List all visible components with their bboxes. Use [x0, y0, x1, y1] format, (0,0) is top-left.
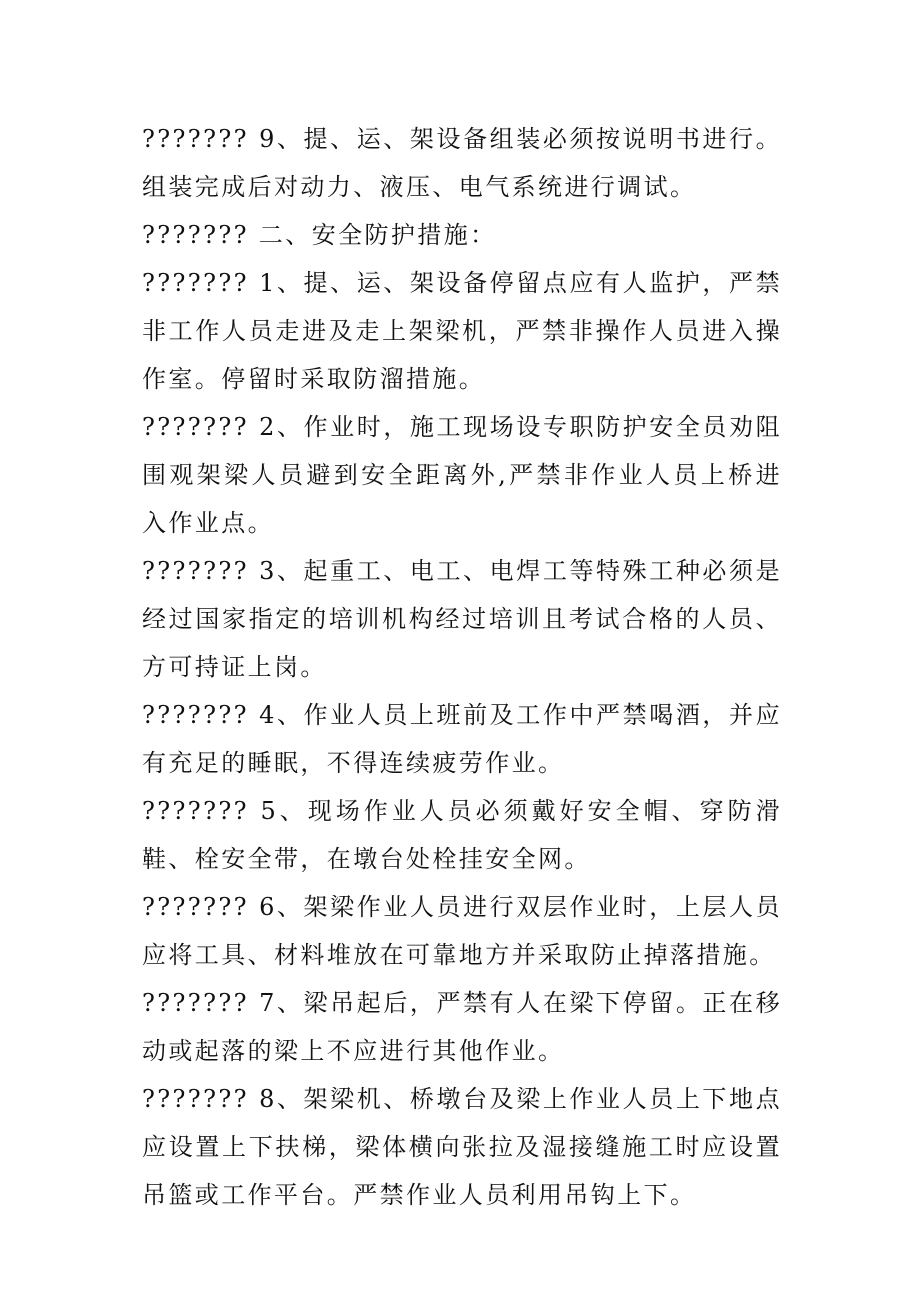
paragraph-item-1: ??????? 1、提、运、架设备停留点应有人监护，严禁非工作人员走进及走上架梁机，严禁非操作人员进入操作室。停留时采取防溜措施。	[142, 269, 782, 393]
paragraph-item-6: ??????? 6、架梁作业人员进行双层作业时，上层人员应将工具、材料堆放在可靠地方并采取防止掉落措施。	[142, 893, 782, 969]
paragraph-item-7: ??????? 7、梁吊起后，严禁有人在梁下停留。正在移动或起落的梁上不应进行其他作业。	[142, 989, 782, 1065]
paragraph-item-8: ??????? 8、架梁机、桥墩台及梁上作业人员上下地点应设置上下扶梯，梁体横向张拉及湿接缝施工时应设置吊篮或工作平台。严禁作业人员利用吊钩上下。	[142, 1085, 782, 1209]
paragraph-item-3: ??????? 3、起重工、电工、电焊工等特殊工种必须是经过国家指定的培训机构经过培训且考试合格的人员、方可持证上岗。	[142, 557, 782, 681]
paragraph-item-4: ??????? 4、作业人员上班前及工作中严禁喝酒，并应有充足的睡眠，不得连续疲劳作业。	[142, 701, 782, 777]
paragraph-item-9-assembly: ??????? 9、提、运、架设备组装必须按说明书进行。组装完成后对动力、液压、电气系统进行调试。	[142, 125, 782, 201]
section-heading-safety-measures: ??????? 二、安全防护措施：	[142, 221, 497, 249]
paragraph-item-5: ??????? 5、现场作业人员必须戴好安全帽、穿防滑鞋、栓安全带，在墩台处栓挂安全网。	[142, 797, 782, 873]
paragraph-item-2: ??????? 2、作业时，施工现场设专职防护安全员劝阻围观架梁人员避到安全距离外,严禁非作业人员上桥进入作业点。	[142, 413, 782, 537]
document-body	[142, 115, 782, 1219]
